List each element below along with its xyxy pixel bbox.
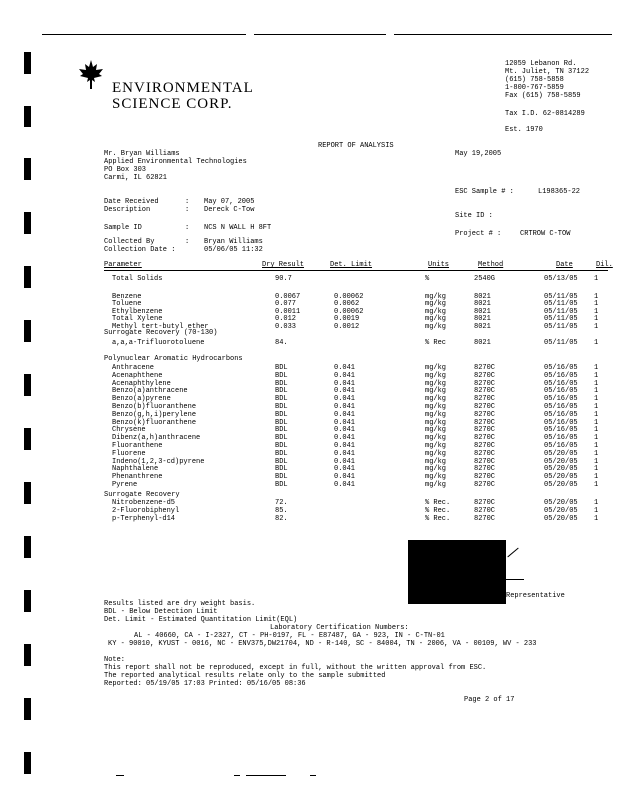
cell-dil: 1	[594, 387, 599, 396]
table-row	[0, 458, 618, 466]
cell-dil: 1	[594, 442, 599, 450]
cell-units: % Rec.	[425, 507, 451, 515]
cell-date: 05/20/05	[544, 473, 578, 482]
cert-title: Laboratory Certification Numbers:	[270, 624, 409, 632]
cell-units: % Rec	[425, 339, 447, 347]
table-row	[0, 364, 618, 372]
table-row	[0, 481, 618, 489]
cell-date: 05/11/05	[544, 307, 578, 316]
cell-name: Benzo(g,h,i)perylene	[112, 410, 197, 419]
cell-result: 0.033	[275, 322, 297, 331]
cell-name: 2-Fluorobiphenyl	[112, 507, 180, 515]
header-units: Units	[428, 261, 450, 269]
cell-name: Nitrobenzene-d5	[112, 499, 176, 507]
project-label: Project # :	[455, 230, 502, 238]
cell-dil: 1	[594, 403, 599, 411]
cell-dil: 1	[594, 307, 599, 316]
cell-method: 8021	[474, 339, 491, 347]
note-line-1: This report shall not be reproduced, except in full, without the written approval from ESC.	[104, 664, 487, 672]
cell-dl: 0.041	[334, 387, 356, 396]
cell-date: 05/16/05	[544, 442, 578, 450]
cell-dl: 0.0019	[334, 315, 360, 324]
cell-method: 8270C	[474, 499, 496, 507]
cell-dil: 1	[594, 322, 599, 331]
cell-units: % Rec.	[425, 499, 451, 507]
cell-date: 05/20/05	[544, 465, 578, 474]
scan-mark	[24, 212, 31, 234]
table-row	[0, 442, 618, 450]
cell-result: BDL	[275, 465, 288, 474]
cell-date: 05/20/05	[544, 499, 578, 507]
sample-id-label: Sample ID	[104, 224, 142, 232]
cell-method: 8270C	[474, 507, 496, 515]
cell-name: Naphthalene	[112, 465, 159, 474]
cell-method: 8270C	[474, 426, 496, 435]
date-received-value: May 07, 2005	[204, 198, 255, 206]
cell-result: BDL	[275, 387, 288, 396]
cell-dil: 1	[594, 379, 599, 388]
cell-units: mg/kg	[425, 426, 447, 435]
cell-result: BDL	[275, 364, 288, 372]
table-row	[0, 395, 618, 403]
cell-method: 8270C	[474, 473, 496, 482]
cell-date: 05/20/05	[544, 515, 578, 523]
table-row	[0, 411, 618, 419]
cell-units: mg/kg	[425, 434, 447, 443]
cell-date: 05/20/05	[544, 507, 578, 515]
date-received-label: Date Received	[104, 198, 159, 206]
cell-result: BDL	[275, 379, 288, 388]
cell-result: BDL	[275, 418, 288, 427]
cell-name: Acenaphthylene	[112, 379, 171, 388]
cell-method: 8270C	[474, 403, 496, 411]
collected-by-value: Bryan Williams	[204, 238, 263, 246]
cell-date: 05/16/05	[544, 395, 578, 404]
description-label: Description	[104, 206, 151, 214]
cell-dl: 0.00062	[334, 293, 364, 301]
table-row	[0, 403, 618, 411]
cell-dl: 0.041	[334, 410, 356, 419]
cell-result: BDL	[275, 449, 288, 458]
cell-dl: 0.041	[334, 434, 356, 443]
cell-result: 0.0011	[275, 307, 301, 316]
cell-dil: 1	[594, 300, 599, 309]
top-rule	[254, 34, 386, 35]
cell-method: 8021	[474, 322, 491, 331]
table-row	[0, 419, 618, 427]
bottom-rule	[246, 775, 286, 776]
note-label: Note:	[104, 656, 126, 664]
cell-units: mg/kg	[425, 481, 447, 489]
top-rule	[394, 34, 612, 35]
cell-method: 8270C	[474, 449, 496, 458]
cell-dl: 0.041	[334, 418, 356, 427]
maple-leaf-icon	[78, 60, 104, 90]
cell-units: mg/kg	[425, 449, 447, 458]
cell-dl: 0.041	[334, 403, 356, 411]
report-date: May 19,2005	[455, 150, 502, 158]
cell-date: 05/11/05	[544, 300, 578, 309]
cell-date: 05/16/05	[544, 434, 578, 443]
header-method: Method	[478, 261, 504, 269]
cell-dl: 0.041	[334, 457, 356, 466]
cert-line-2: KY - 90010, KYUST - 0016, NC - ENV375,DW21704, ND - R-140, SC - 84004, TN - 2006, VA - 00109, WV - 233	[108, 640, 537, 648]
site-id-label: Site ID :	[455, 212, 493, 220]
company-name-line2: SCIENCE CORP.	[112, 96, 233, 112]
scan-mark	[24, 52, 31, 74]
cell-method: 8270C	[474, 387, 496, 396]
cell-method: 8270C	[474, 465, 496, 474]
cell-method: 8270C	[474, 434, 496, 443]
cell-date: 05/16/05	[544, 410, 578, 419]
cell-result: BDL	[275, 371, 288, 380]
bottom-rule	[116, 775, 124, 776]
cell-method: 8270C	[474, 457, 496, 466]
cell-dl: 0.041	[334, 379, 356, 388]
page-number: Page 2 of 17	[464, 696, 515, 704]
table-row	[0, 507, 618, 515]
cell-date: 05/20/05	[544, 457, 578, 466]
cell-method: 8021	[474, 300, 491, 309]
table-row	[0, 450, 618, 458]
cell-name: Benzo(a)anthracene	[112, 387, 188, 396]
collection-date-value: 05/06/05 11:32	[204, 246, 263, 254]
table-row	[0, 323, 618, 331]
table-row	[0, 465, 618, 473]
cell-units: mg/kg	[425, 364, 447, 372]
table-row	[0, 515, 618, 523]
cell-name: a,a,a-Trifluorotoluene	[112, 339, 205, 347]
cell-result: BDL	[275, 473, 288, 482]
cell-dil: 1	[594, 473, 599, 482]
signature-stroke	[506, 579, 524, 580]
header-parameter: Parameter	[104, 261, 142, 269]
cell-dl: 0.041	[334, 371, 356, 380]
cell-dl: 0.00062	[334, 307, 364, 316]
cell-dl: 0.041	[334, 481, 356, 489]
scan-mark	[24, 590, 31, 612]
cell-date: 05/11/05	[544, 339, 578, 347]
cell-dil: 1	[594, 434, 599, 443]
tax-id: Tax I.D. 62-0814289	[505, 110, 585, 118]
cell-dil: 1	[594, 465, 599, 474]
cell-date: 05/20/05	[544, 449, 578, 458]
cell-name: Pyrene	[112, 481, 138, 489]
header-dil: Dil.	[596, 261, 613, 269]
cell-name: Ethylbenzene	[112, 307, 163, 316]
signature-stroke	[507, 548, 518, 558]
cell-name: p-Terphenyl-d14	[112, 515, 176, 523]
signature-redaction	[408, 540, 506, 604]
cell-method: 8021	[474, 307, 491, 316]
cell-dil: 1	[594, 410, 599, 419]
project-value: CRTROW C-TOW	[520, 230, 571, 238]
cell-units: mg/kg	[425, 442, 447, 450]
company-address: 12059 Lebanon Rd. Mt. Juliet, TN 37122 (615) 758-5858 1-800-767-5859 Fax (615) 758-5859	[505, 60, 590, 100]
table-row	[0, 426, 618, 434]
cell-name: Indeno(1,2,3-cd)pyrene	[112, 457, 205, 466]
bottom-rule	[234, 775, 240, 776]
scan-mark	[24, 698, 31, 720]
scan-mark	[24, 536, 31, 558]
cell-dil: 1	[594, 481, 599, 489]
cell-dil: 1	[594, 449, 599, 458]
cell-dil: 1	[594, 418, 599, 427]
cell-date: 05/11/05	[544, 293, 578, 301]
top-rule	[42, 34, 246, 35]
cell-units: mg/kg	[425, 387, 447, 396]
cell-result: 0.0067	[275, 293, 301, 301]
pah-title: Polynuclear Aromatic Hydrocarbons	[104, 355, 243, 363]
cell-units: mg/kg	[425, 418, 447, 427]
bottom-rule	[310, 775, 316, 776]
table-row	[0, 434, 618, 442]
cell-units: mg/kg	[425, 465, 447, 474]
collected-by-label: Collected By	[104, 238, 155, 246]
cell-name: Chrysene	[112, 426, 146, 435]
cell-name: Methyl tert-butyl ether	[112, 322, 209, 331]
cell-method: 8270C	[474, 481, 496, 489]
scan-mark	[24, 644, 31, 666]
cell-result: BDL	[275, 434, 288, 443]
cell-date: 05/16/05	[544, 379, 578, 388]
table-row	[0, 339, 618, 347]
cell-method: 8270C	[474, 410, 496, 419]
header-det-limit: Det. Limit	[330, 261, 373, 269]
sep: :	[185, 238, 190, 246]
cell-units: mg/kg	[425, 457, 447, 466]
cell-units: mg/kg	[425, 473, 447, 482]
cell-dl: 0.0062	[334, 300, 360, 309]
cell-dl: 0.041	[334, 395, 356, 404]
table-row	[0, 387, 618, 395]
signature-label: Representative	[506, 592, 565, 600]
cell-name: Benzo(a)pyrene	[112, 395, 171, 404]
cell-method: 8270C	[474, 418, 496, 427]
cell-name: Acenaphthene	[112, 371, 163, 380]
note-line-2: The reported analytical results relate only to the sample submitted	[104, 672, 386, 680]
table-row	[0, 473, 618, 481]
cell-method: 8270C	[474, 442, 496, 450]
cell-date: 05/16/05	[544, 364, 578, 372]
client-address: Mr. Bryan Williams Applied Environmental Technologies PO Box 303 Carmi, IL 62821	[104, 150, 247, 182]
reported-line: Reported: 05/19/05 17:03 Printed: 05/16/05 08:36	[104, 680, 306, 688]
cell-method: 8270C	[474, 379, 496, 388]
cell-units: % Rec.	[425, 515, 451, 523]
cell-name: Toluene	[112, 300, 142, 309]
scan-mark	[24, 752, 31, 774]
header-date: Date	[556, 261, 573, 269]
cell-dl: 0.041	[334, 465, 356, 474]
cell-result: BDL	[275, 457, 288, 466]
cell-units: mg/kg	[425, 403, 447, 411]
sep: :	[185, 206, 190, 214]
cell-units: mg/kg	[425, 322, 447, 331]
sample-id-value: NCS N WALL H 8FT	[204, 224, 272, 232]
company-name-line1: ENVIRONMENTAL	[112, 80, 254, 96]
cell-units: mg/kg	[425, 379, 447, 388]
notes-block: Results listed are dry weight basis. BDL - Below Detection Limit Det. Limit - Estimated Quantitation Limit(EQL)	[104, 600, 298, 624]
table-row	[0, 380, 618, 388]
table-row: Total Solids 90.7 % 2540G 05/13/05 1	[112, 275, 599, 283]
cell-units: mg/kg	[425, 307, 447, 316]
esc-sample-label: ESC Sample # :	[455, 188, 514, 196]
table-header	[0, 261, 618, 269]
cell-units: mg/kg	[425, 410, 447, 419]
cell-name: Total Xylene	[112, 315, 163, 324]
cell-method: 8270C	[474, 364, 496, 372]
cell-dil: 1	[594, 507, 599, 515]
cell-result: BDL	[275, 410, 288, 419]
sep: :	[185, 198, 190, 206]
cell-units: mg/kg	[425, 395, 447, 404]
cell-date: 05/16/05	[544, 387, 578, 396]
cell-dil: 1	[594, 395, 599, 404]
cell-name: Benzene	[112, 293, 142, 301]
cell-dil: 1	[594, 339, 599, 347]
cell-dl: 0.041	[334, 426, 356, 435]
cell-result: 82.	[275, 515, 288, 523]
header-result: Dry Result	[262, 261, 305, 269]
cell-dl: 0.041	[334, 449, 356, 458]
cell-result: 72.	[275, 499, 288, 507]
cell-dil: 1	[594, 364, 599, 372]
table-row	[0, 499, 618, 507]
scan-mark	[24, 106, 31, 127]
cell-name: Fluoranthene	[112, 442, 163, 450]
collection-date-label: Collection Date :	[104, 246, 176, 254]
cell-dil: 1	[594, 426, 599, 435]
cell-dl: 0.041	[334, 364, 356, 372]
cell-name: Benzo(k)fluoranthene	[112, 418, 197, 427]
scan-mark	[24, 158, 31, 180]
cell-date: 05/16/05	[544, 371, 578, 380]
cell-date: 05/16/05	[544, 403, 578, 411]
established: Est. 1970	[505, 126, 543, 134]
cell-dl: 0.041	[334, 473, 356, 482]
cell-units: mg/kg	[425, 293, 447, 301]
table-row	[0, 372, 618, 380]
cell-result: 84.	[275, 339, 288, 347]
cell-method: 8021	[474, 315, 491, 324]
cell-name: Anthracene	[112, 364, 155, 372]
cell-name: Benzo(b)fluoranthene	[112, 403, 197, 411]
surrogate-title: Surrogate Recovery (70-130)	[104, 329, 218, 337]
cell-dil: 1	[594, 515, 599, 523]
cell-date: 05/16/05	[544, 426, 578, 435]
cell-name: Phenanthrene	[112, 473, 163, 482]
cell-date: 05/20/05	[544, 481, 578, 489]
cell-units: mg/kg	[425, 300, 447, 309]
cell-method: 8021	[474, 293, 491, 301]
cert-line-1: AL - 40660, CA - I-2327, CT - PH-0197, FL - E87487, GA - 923, IN - C-TN-01	[134, 632, 445, 640]
esc-sample-value: L198365-22	[538, 188, 581, 196]
cell-result: 85.	[275, 507, 288, 515]
cell-dil: 1	[594, 499, 599, 507]
cell-result: BDL	[275, 395, 288, 404]
cell-method: 8270C	[474, 515, 496, 523]
cell-date: 05/11/05	[544, 322, 578, 331]
cell-result: BDL	[275, 426, 288, 435]
description-value: Dereck C-Tow	[204, 206, 255, 214]
cell-result: 0.012	[275, 315, 297, 324]
cell-date: 05/11/05	[544, 315, 578, 324]
cell-name: Fluorene	[112, 449, 146, 458]
cell-result: BDL	[275, 442, 288, 450]
cell-method: 8270C	[474, 395, 496, 404]
cell-units: mg/kg	[425, 315, 447, 324]
cell-result: 0.077	[275, 300, 297, 309]
cell-dil: 1	[594, 293, 599, 301]
surrogate2-title: Surrogate Recovery	[104, 491, 180, 499]
cell-name: Dibenz(a,h)anthracene	[112, 434, 201, 443]
header-rule	[104, 270, 608, 271]
cell-date: 05/16/05	[544, 418, 578, 427]
cell-method: 8270C	[474, 371, 496, 380]
cell-dl: 0.041	[334, 442, 356, 450]
report-title: REPORT OF ANALYSIS	[318, 142, 394, 150]
sep: :	[185, 224, 190, 232]
cell-dl: 0.0012	[334, 322, 360, 331]
cell-dil: 1	[594, 315, 599, 324]
cell-units: mg/kg	[425, 371, 447, 380]
cell-dil: 1	[594, 371, 599, 380]
cell-result: BDL	[275, 403, 288, 411]
cell-result: BDL	[275, 481, 288, 489]
cell-dil: 1	[594, 457, 599, 466]
